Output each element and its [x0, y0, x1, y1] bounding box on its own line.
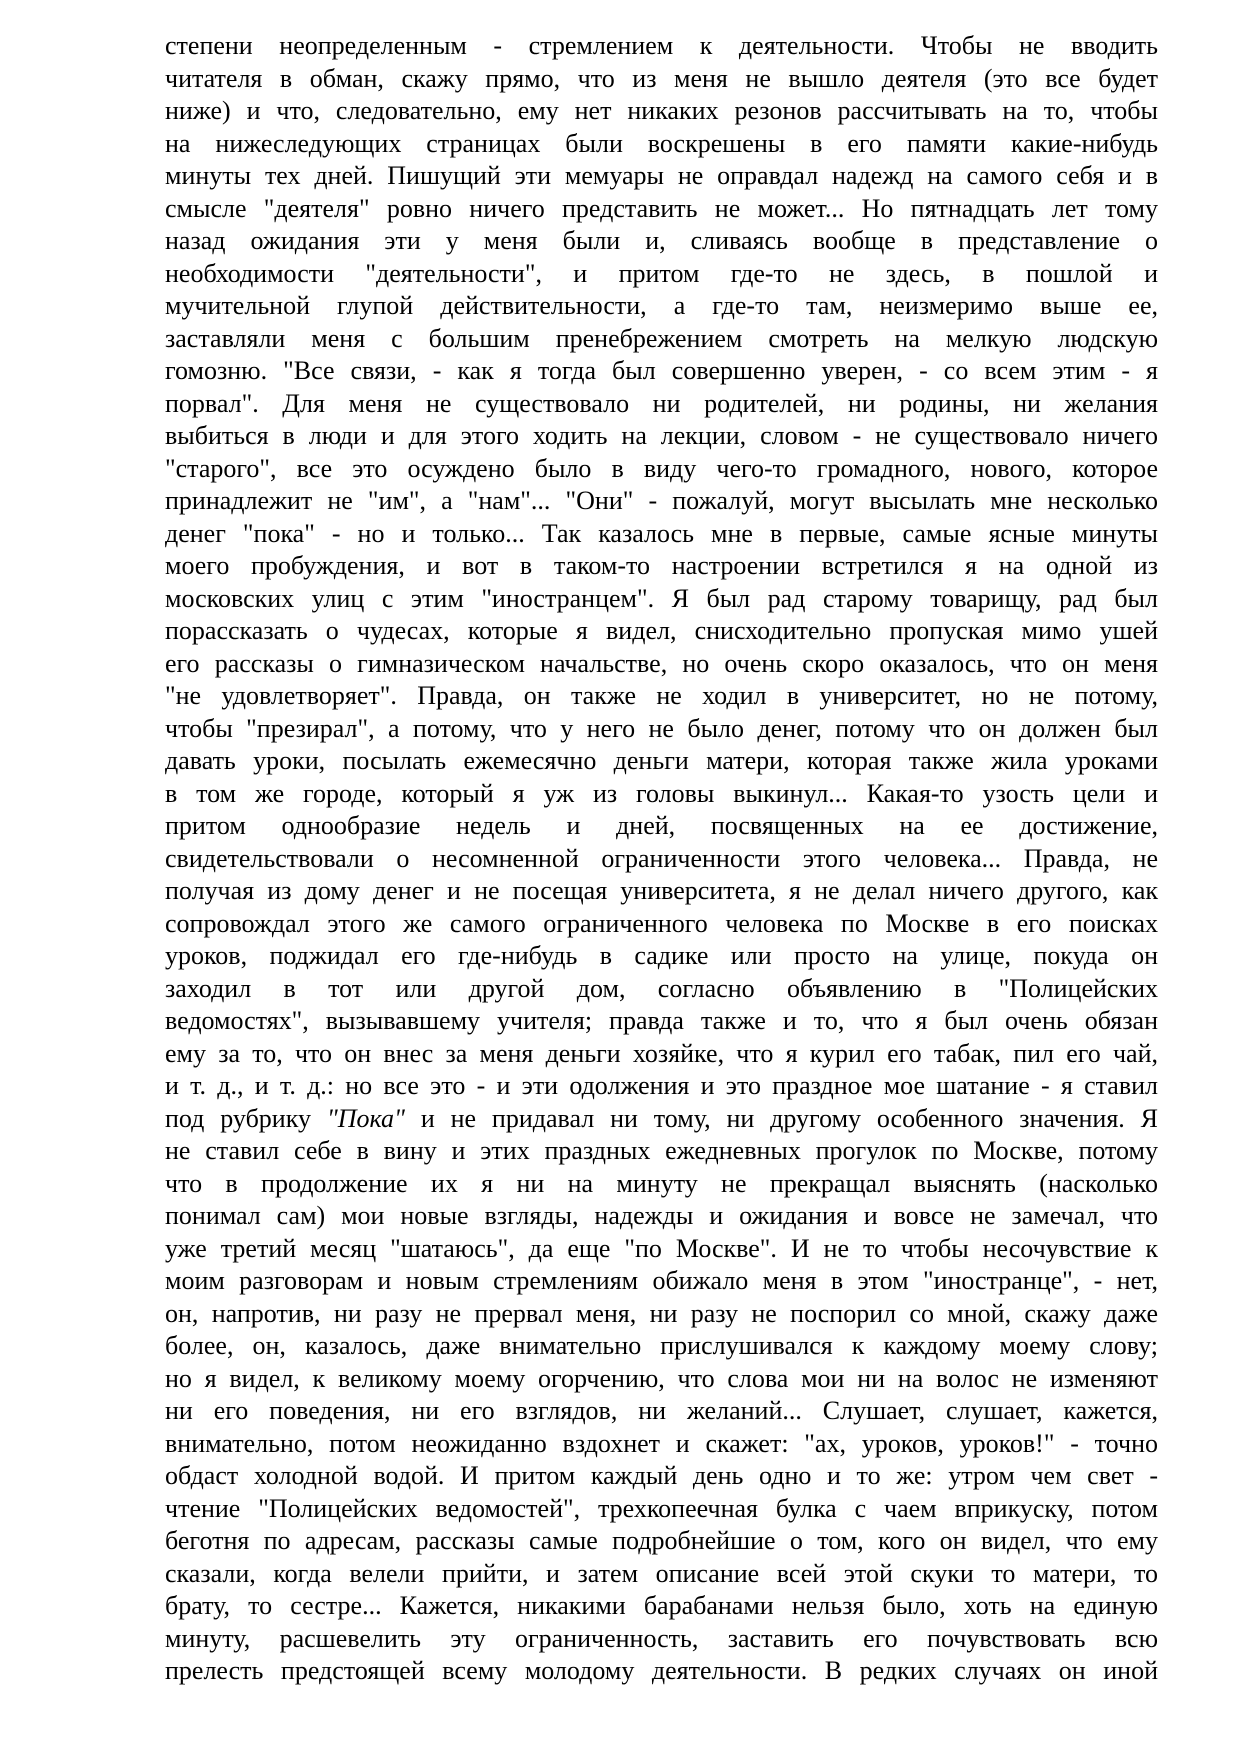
- text-line: порвал". Для меня не существовало ни родителей, ни родины, ни желания: [165, 388, 1158, 418]
- text-line: московских улиц с этим "иностранцем". Я был рад старому товарищу, рад был: [165, 583, 1158, 613]
- text-line: гомозню. "Все связи, - как я тогда был совершенно уверен, - со всем этим - я: [165, 356, 1158, 385]
- text-line: что в продолжение их я ни на минуту не прекращал выяснять (насколько: [165, 1168, 1158, 1198]
- text-line: читателя в обман, скажу прямо, что из меня не вышло деятеля (это все будет: [165, 63, 1158, 93]
- text-line: ни его поведения, ни его взглядов, ни желаний... Слушает, слушает, кажется,: [165, 1396, 1158, 1425]
- text-line: смысле "деятеля" ровно ничего представить не может... Но пятнадцать лет тому: [165, 193, 1158, 223]
- document-page: [165, 30, 1158, 1688]
- text-line: заходил в тот или другой дом, согласно объявлению в "Полицейских: [165, 973, 1158, 1003]
- text-line: минуту, расшевелить эту ограниченность, заставить его почувствовать всю: [165, 1623, 1158, 1653]
- text-line: брату, то сестре... Кажется, никакими барабанами нельзя было, хоть на единую: [165, 1591, 1158, 1620]
- text-line: ему за то, что он внес за меня деньги хозяйке, что я курил его табак, пил его чай,: [165, 1038, 1158, 1068]
- text-segment: под рубрику: [165, 1103, 311, 1133]
- text-line: сопровождал этого же самого ограниченного человека по Москве в его поисках: [165, 908, 1158, 938]
- text-line: "старого", все это осуждено было в виду чего-то громадного, нового, которое: [165, 453, 1158, 483]
- text-line: и т. д., и т. д.: но все это - и эти одолжения и это праздное мое шатание - я ставил: [165, 1071, 1158, 1100]
- text-line: уроков, поджидал его где-нибудь в садике или просто на улице, покуда он: [165, 941, 1158, 970]
- text-line: денег "пока" - но и только... Так казалось мне в первые, самые ясные минуты: [165, 518, 1158, 548]
- text-line: назад ожидания эти у меня были и, сливаясь вообще в представление о: [165, 226, 1158, 255]
- text-line: обдаст холодной водой. И притом каждый день одно и то же: утром чем свет -: [165, 1461, 1158, 1490]
- text-line-with-italic: [165, 1103, 1158, 1136]
- text-line: моего пробуждения, и вот в таком-то настроении встретился я на одной из: [165, 551, 1158, 580]
- text-line: ниже) и что, следовательно, ему нет никаких резонов рассчитывать на то, чтобы: [165, 96, 1158, 125]
- text-line: мучительной глупой действительности, а где-то там, неизмеримо выше ее,: [165, 291, 1158, 320]
- text-line: чтобы "презирал", а потому, что у него не было денег, потому что он должен был: [165, 713, 1158, 743]
- text-line: на нижеследующих страницах были воскрешены в его памяти какие-нибудь: [165, 128, 1158, 158]
- text-line: не ставил себе в вину и этих праздных ежедневных прогулок по Москве, потому: [165, 1136, 1158, 1165]
- text-line: уже третий месяц "шатаюсь", да еще "по Москве". И не то чтобы несочувствие к: [165, 1233, 1158, 1263]
- text-line: давать уроки, посылать ежемесячно деньги матери, которая также жила уроками: [165, 746, 1158, 775]
- text-line: ведомостях", вызывавшему учителя; правда также и то, что я был очень обязан: [165, 1006, 1158, 1035]
- text-line: степени неопределенным - стремлением к деятельности. Чтобы не вводить: [165, 31, 1158, 60]
- text-segment: и не придавал ни тому, ни другому особенного значения. Я: [420, 1103, 1158, 1133]
- text-line: его рассказы о гимназическом начальстве, но очень скоро оказалось, что он меня: [165, 648, 1158, 678]
- text-line: выбиться в люди и для этого ходить на лекции, словом - не существовало ничего: [165, 421, 1158, 450]
- text-line: получая из дому денег и не посещая университета, я не делал ничего другого, как: [165, 876, 1158, 905]
- text-line: более, он, казалось, даже внимательно прислушивался к каждому моему слову;: [165, 1331, 1158, 1360]
- text-line: необходимости "деятельности", и притом где-то не здесь, в пошлой и: [165, 258, 1158, 288]
- text-line: моим разговорам и новым стремлениям обижало меня в этом "иностранце", - нет,: [165, 1266, 1158, 1295]
- text-line: сказали, когда велели прийти, и затем описание всей этой скуки то матери, то: [165, 1558, 1158, 1588]
- text-line: прелесть предстоящей всему молодому деятельности. В редких случаях он иной: [165, 1656, 1158, 1685]
- text-line: минуты тех дней. Пишущий эти мемуары не оправдал надежд на самого себя и в: [165, 161, 1158, 190]
- text-line: он, напротив, ни разу не прервал меня, ни разу не поспорил со мной, скажу даже: [165, 1298, 1158, 1328]
- italic-rubric: "Пока": [326, 1103, 405, 1133]
- text-line: но я видел, к великому моему огорчению, что слова мои ни на волос не изменяют: [165, 1363, 1158, 1393]
- text-line: порассказать о чудесах, которые я видел, снисходительно пропуская мимо ушей: [165, 616, 1158, 645]
- text-line: заставляли меня с большим пренебрежением смотреть на мелкую людскую: [165, 323, 1158, 353]
- text-line: "не удовлетворяет". Правда, он также не ходил в университет, но не потому,: [165, 681, 1158, 710]
- text-line: внимательно, потом неожиданно вздохнет и скажет: "ах, уроков, уроков!" - точно: [165, 1428, 1158, 1458]
- text-line: беготня по адресам, рассказы самые подробнейшие о том, кого он видел, что ему: [165, 1526, 1158, 1555]
- text-line: чтение "Полицейских ведомостей", трехкопеечная булка с чаем вприкуску, потом: [165, 1493, 1158, 1523]
- text-line: принадлежит не "им", а "нам"... "Они" - пожалуй, могут высылать мне несколько: [165, 486, 1158, 515]
- text-line: в том же городе, который я уж из головы выкинул... Какая-то узость цели и: [165, 778, 1158, 808]
- text-line: свидетельствовали о несомненной ограниченности этого человека... Правда, не: [165, 843, 1158, 873]
- text-line: притом однообразие недель и дней, посвященных на ее достижение,: [165, 811, 1158, 840]
- text-line: понимал сам) мои новые взгляды, надежды и ожидания и вовсе не замечал, что: [165, 1201, 1158, 1230]
